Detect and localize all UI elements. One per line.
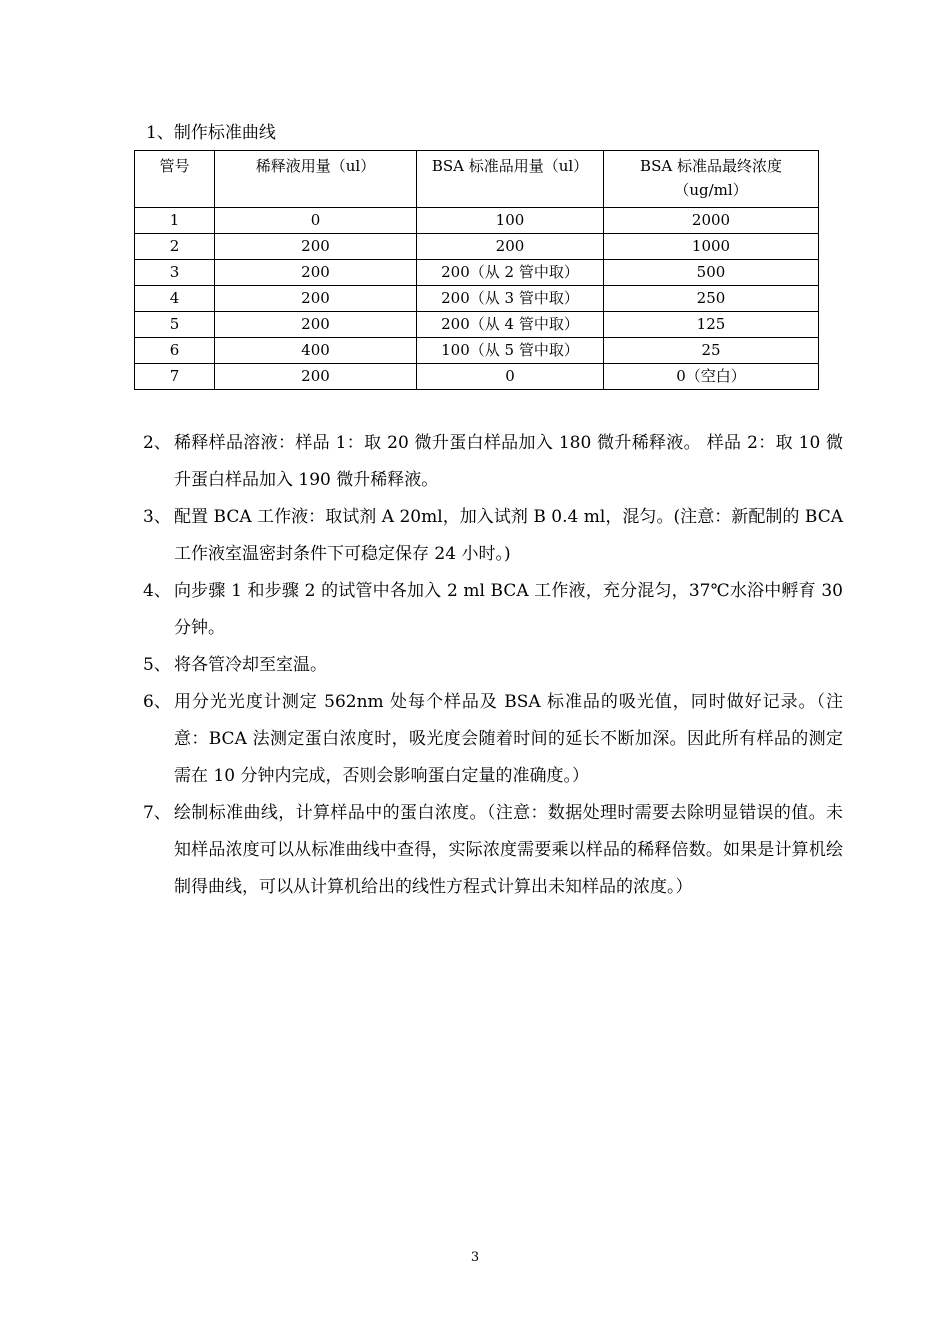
header-bsa-volume: BSA 标准品用量（ul） <box>417 151 604 208</box>
table-cell: 1 <box>135 208 215 234</box>
step-number: 2、 <box>143 433 171 453</box>
table-cell: 200 <box>215 364 417 390</box>
step-text: 配置 BCA 工作液：取试剂 A 20ml，加入试剂 B 0.4 ml，混匀。(注意：新配制的 BCA 工作液室温密封条件下可稳定保存 24 小时。) <box>174 507 843 564</box>
table-cell: 500 <box>604 260 819 286</box>
header-tube-number: 管号 <box>135 151 215 208</box>
table-cell: 100（从 5 管中取） <box>417 338 604 364</box>
procedure-step <box>143 425 843 499</box>
table-cell: 0（空白） <box>604 364 819 390</box>
page-number: 3 <box>470 1250 480 1265</box>
table-body <box>135 208 819 390</box>
table-cell: 125 <box>604 312 819 338</box>
table-cell: 0 <box>215 208 417 234</box>
table-cell: 4 <box>135 286 215 312</box>
table-cell: 200 <box>215 234 417 260</box>
table-row <box>135 364 819 390</box>
section-title: 1、制作标准曲线 <box>146 123 276 143</box>
table-cell: 2000 <box>604 208 819 234</box>
table-cell: 200（从 4 管中取） <box>417 312 604 338</box>
table-row <box>135 260 819 286</box>
table-header-row <box>135 151 819 208</box>
step-number: 4、 <box>143 581 171 601</box>
step-number: 3、 <box>143 507 171 527</box>
table-cell: 200 <box>417 234 604 260</box>
table-cell: 0 <box>417 364 604 390</box>
procedure-step <box>143 647 843 684</box>
table-cell: 200 <box>215 286 417 312</box>
procedure-step <box>143 573 843 647</box>
header-final-concentration: BSA 标准品最终浓度 （ug/ml） <box>604 151 819 208</box>
procedure-step <box>143 795 843 906</box>
standard-curve-table <box>134 150 819 390</box>
table-row <box>135 208 819 234</box>
step-text: 向步骤 1 和步骤 2 的试管中各加入 2 ml BCA 工作液，充分混匀，37℃水浴中孵育 30 分钟。 <box>174 581 843 638</box>
step-number: 7、 <box>143 803 171 823</box>
header-diluent-volume: 稀释液用量（ul） <box>215 151 417 208</box>
table-cell: 100 <box>417 208 604 234</box>
table-cell: 6 <box>135 338 215 364</box>
table-cell: 2 <box>135 234 215 260</box>
step-text: 绘制标准曲线，计算样品中的蛋白浓度。（注意：数据处理时需要去除明显错误的值。未知样品浓度可以从标准曲线中查得，实际浓度需要乘以样品的稀释倍数。如果是计算机绘制得曲线，可以从计算机给出的线性方程式计算出未知样品的浓度。） <box>174 803 843 897</box>
procedure-step <box>143 684 843 795</box>
table-cell: 3 <box>135 260 215 286</box>
table-cell: 200 <box>215 260 417 286</box>
table-row <box>135 234 819 260</box>
step-number: 6、 <box>143 692 171 712</box>
procedure-step <box>143 499 843 573</box>
table-row <box>135 312 819 338</box>
step-text: 将各管冷却至室温。 <box>174 655 327 675</box>
step-number: 5、 <box>143 655 171 675</box>
procedure-steps <box>143 425 843 906</box>
table-cell: 200（从 3 管中取） <box>417 286 604 312</box>
table-cell: 200 <box>215 312 417 338</box>
table-row <box>135 338 819 364</box>
table-cell: 400 <box>215 338 417 364</box>
step-text: 用分光光度计测定 562nm 处每个样品及 BSA 标准品的吸光值，同时做好记录。（注意：BCA 法测定蛋白浓度时，吸光度会随着时间的延长不断加深。因此所有样品的测定需在 10 分钟内完成，否则会影响蛋白定量的准确度。） <box>174 692 843 786</box>
table-row <box>135 286 819 312</box>
table-cell: 200（从 2 管中取） <box>417 260 604 286</box>
table-cell: 7 <box>135 364 215 390</box>
table-cell: 1000 <box>604 234 819 260</box>
table-cell: 25 <box>604 338 819 364</box>
step-text: 稀释样品溶液：样品 1：取 20 微升蛋白样品加入 180 微升稀释液。 样品 2：取 10 微升蛋白样品加入 190 微升稀释液。 <box>174 433 843 490</box>
table-cell: 250 <box>604 286 819 312</box>
table-cell: 5 <box>135 312 215 338</box>
